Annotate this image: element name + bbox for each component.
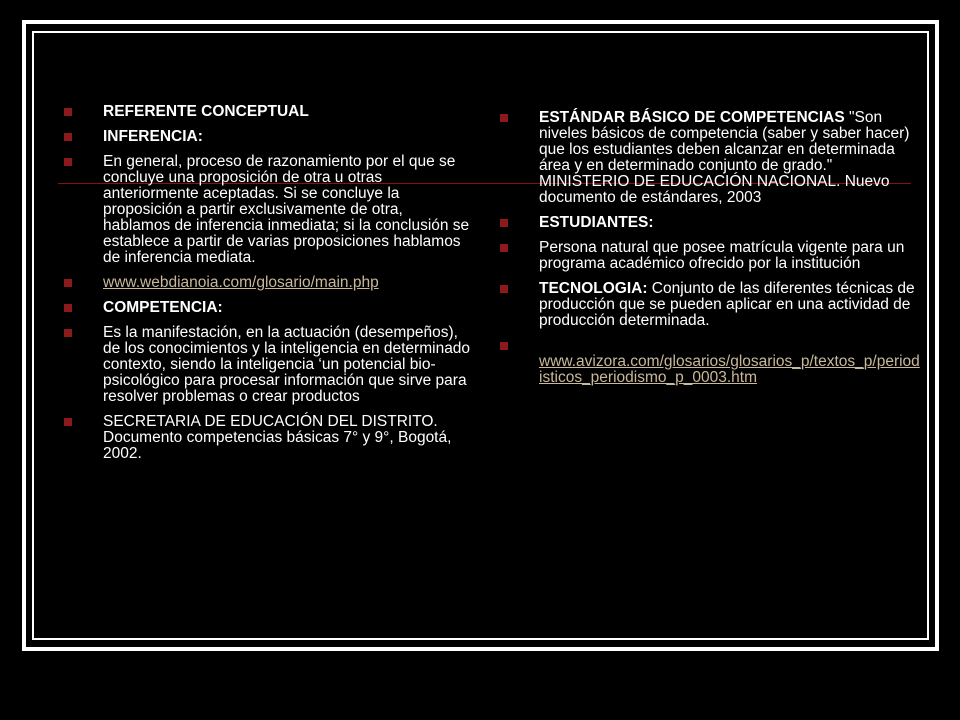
square-bullet-icon <box>64 329 72 337</box>
square-bullet-icon <box>64 158 72 166</box>
right-column-list <box>500 110 920 395</box>
estandar-definition: "Son niveles básicos de competencia (saber y saber hacer) que los estudiantes deben alcanzar en determinada área y en determinado conjunto de grado." MINISTERIO DE EDUCACIÓN NACIONAL. Nuevo documento de estándares, 2003 <box>539 109 910 206</box>
list-item <box>500 215 920 231</box>
square-bullet-icon <box>64 133 72 141</box>
square-bullet-icon <box>64 279 72 287</box>
competencia-heading: COMPETENCIA: <box>103 299 223 316</box>
list-item <box>64 154 474 266</box>
square-bullet-icon <box>64 108 72 116</box>
list-item <box>64 414 474 462</box>
list-item <box>64 275 474 291</box>
inferencia-definition: En general, proceso de razonamiento por el que se concluye una proposición de otra u otras anteriormente aceptadas. Si se concluye la proposición a partir exclusivamente de otra, hablamos de inferencia inmediata; si la conclusión se establece a partir de varias proposiciones hablamos de inferencia mediata. <box>103 153 470 266</box>
square-bullet-icon <box>500 219 508 227</box>
square-bullet-icon <box>500 244 508 252</box>
webdianoia-link[interactable]: www.webdianoia.com/glosario/main.php <box>103 274 379 291</box>
list-item <box>500 110 920 206</box>
square-bullet-icon <box>500 285 508 293</box>
list-item <box>64 129 474 145</box>
tecnologia-definition: Conjunto de las diferentes técnicas de producción que se pueden aplicar en una actividad de producción determinada. <box>539 280 915 329</box>
avizora-link[interactable]: www.avizora.com/glosarios/glosarios_p/textos_p/periodisticos_periodismo_p_0003.htm <box>539 353 920 386</box>
list-item <box>500 240 920 272</box>
estudiantes-heading: ESTUDIANTES: <box>539 214 654 231</box>
square-bullet-icon <box>64 304 72 312</box>
list-item <box>64 104 474 120</box>
list-item <box>64 300 474 316</box>
estudiantes-definition: Persona natural que posee matrícula vigente para un programa académico ofrecido por la institución <box>539 239 905 272</box>
list-item <box>64 325 474 405</box>
inferencia-heading: INFERENCIA: <box>103 128 203 145</box>
competencia-definition: Es la manifestación, en la actuación (desempeños), de los conocimientos y la inteligencia en determinado contexto, siendo la inteligencia ‘un potencial bio-psicológico para procesar información que sirve para resolver problemas o crear productos <box>103 324 471 405</box>
estandar-heading: ESTÁNDAR BÁSICO DE COMPETENCIAS <box>539 109 845 126</box>
square-bullet-icon <box>500 114 508 122</box>
list-item <box>500 281 920 329</box>
square-bullet-icon <box>500 342 508 350</box>
list-item <box>500 338 920 386</box>
referente-heading: REFERENTE CONCEPTUAL <box>103 103 309 120</box>
left-column-list <box>64 104 474 471</box>
square-bullet-icon <box>64 418 72 426</box>
tecnologia-heading: TECNOLOGIA: <box>539 280 648 297</box>
source-citation: SECRETARIA DE EDUCACIÓN DEL DISTRITO. Documento competencias básicas 7° y 9°, Bogotá, 2002. <box>103 413 452 462</box>
